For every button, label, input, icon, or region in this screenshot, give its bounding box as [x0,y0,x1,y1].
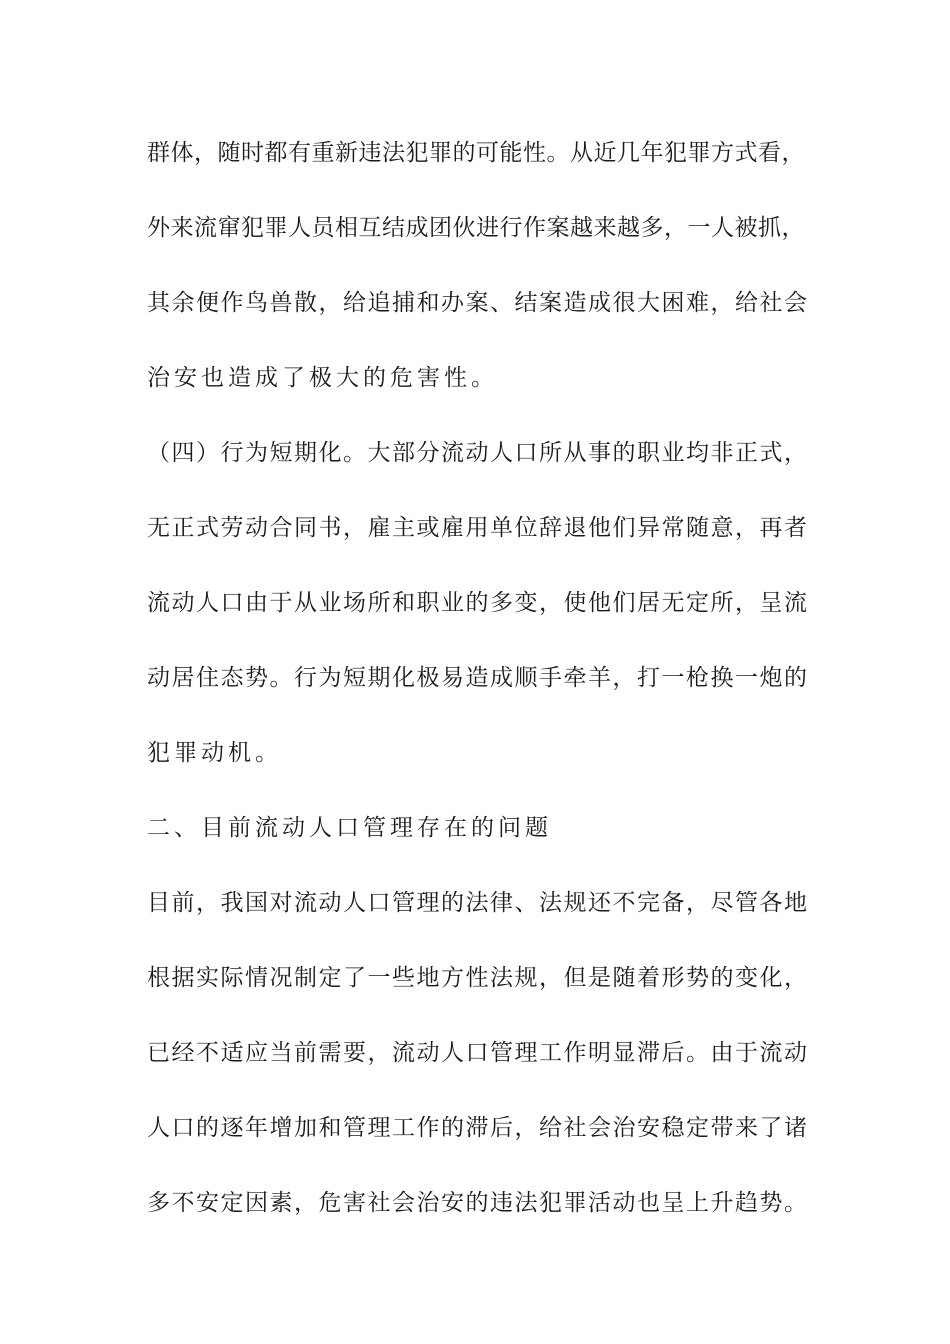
body-line: 流动人口由于从业场所和职业的多变，使他们居无定所，呈流 [147,590,809,616]
body-line: 群体，随时都有重新违法犯罪的可能性。从近几年犯罪方式看， [147,140,805,166]
body-line: 多不安定因素，危害社会治安的违法犯罪活动也呈上升趋势。 [147,1190,809,1216]
body-line: 动居住态势。行为短期化极易造成顺手牵羊，打一枪换一炮的 [147,665,809,691]
body-line: 已经不适应当前需要，流动人口管理工作明显滞后。由于流动 [147,1040,809,1066]
body-line: 犯罪动机。 [147,740,282,766]
body-line: 治安也造成了极大的危害性。 [147,365,498,391]
body-line: 根据实际情况制定了一些地方性法规，但是随着形势的变化， [147,965,809,991]
document-body [147,128,817,1253]
body-line: 目前，我国对流动人口管理的法律、法规还不完备，尽管各地 [147,890,809,916]
section-heading-2: 二、目前流动人口管理存在的问题 [147,815,552,841]
body-line: 人口的逐年增加和管理工作的滞后，给社会治安稳定带来了诸 [147,1115,809,1141]
section-heading-4: （四）行为短期化。大部分流动人口所从事的职业均非正式， [147,440,809,466]
body-line: 其余便作鸟兽散，给追捕和办案、结案造成很大困难，给社会 [147,290,809,316]
body-line: 无正式劳动合同书，雇主或雇用单位辞退他们异常随意，再者 [147,515,809,541]
body-line: 外来流窜犯罪人员相互结成团伙进行作案越来越多，一人被抓， [147,215,805,241]
